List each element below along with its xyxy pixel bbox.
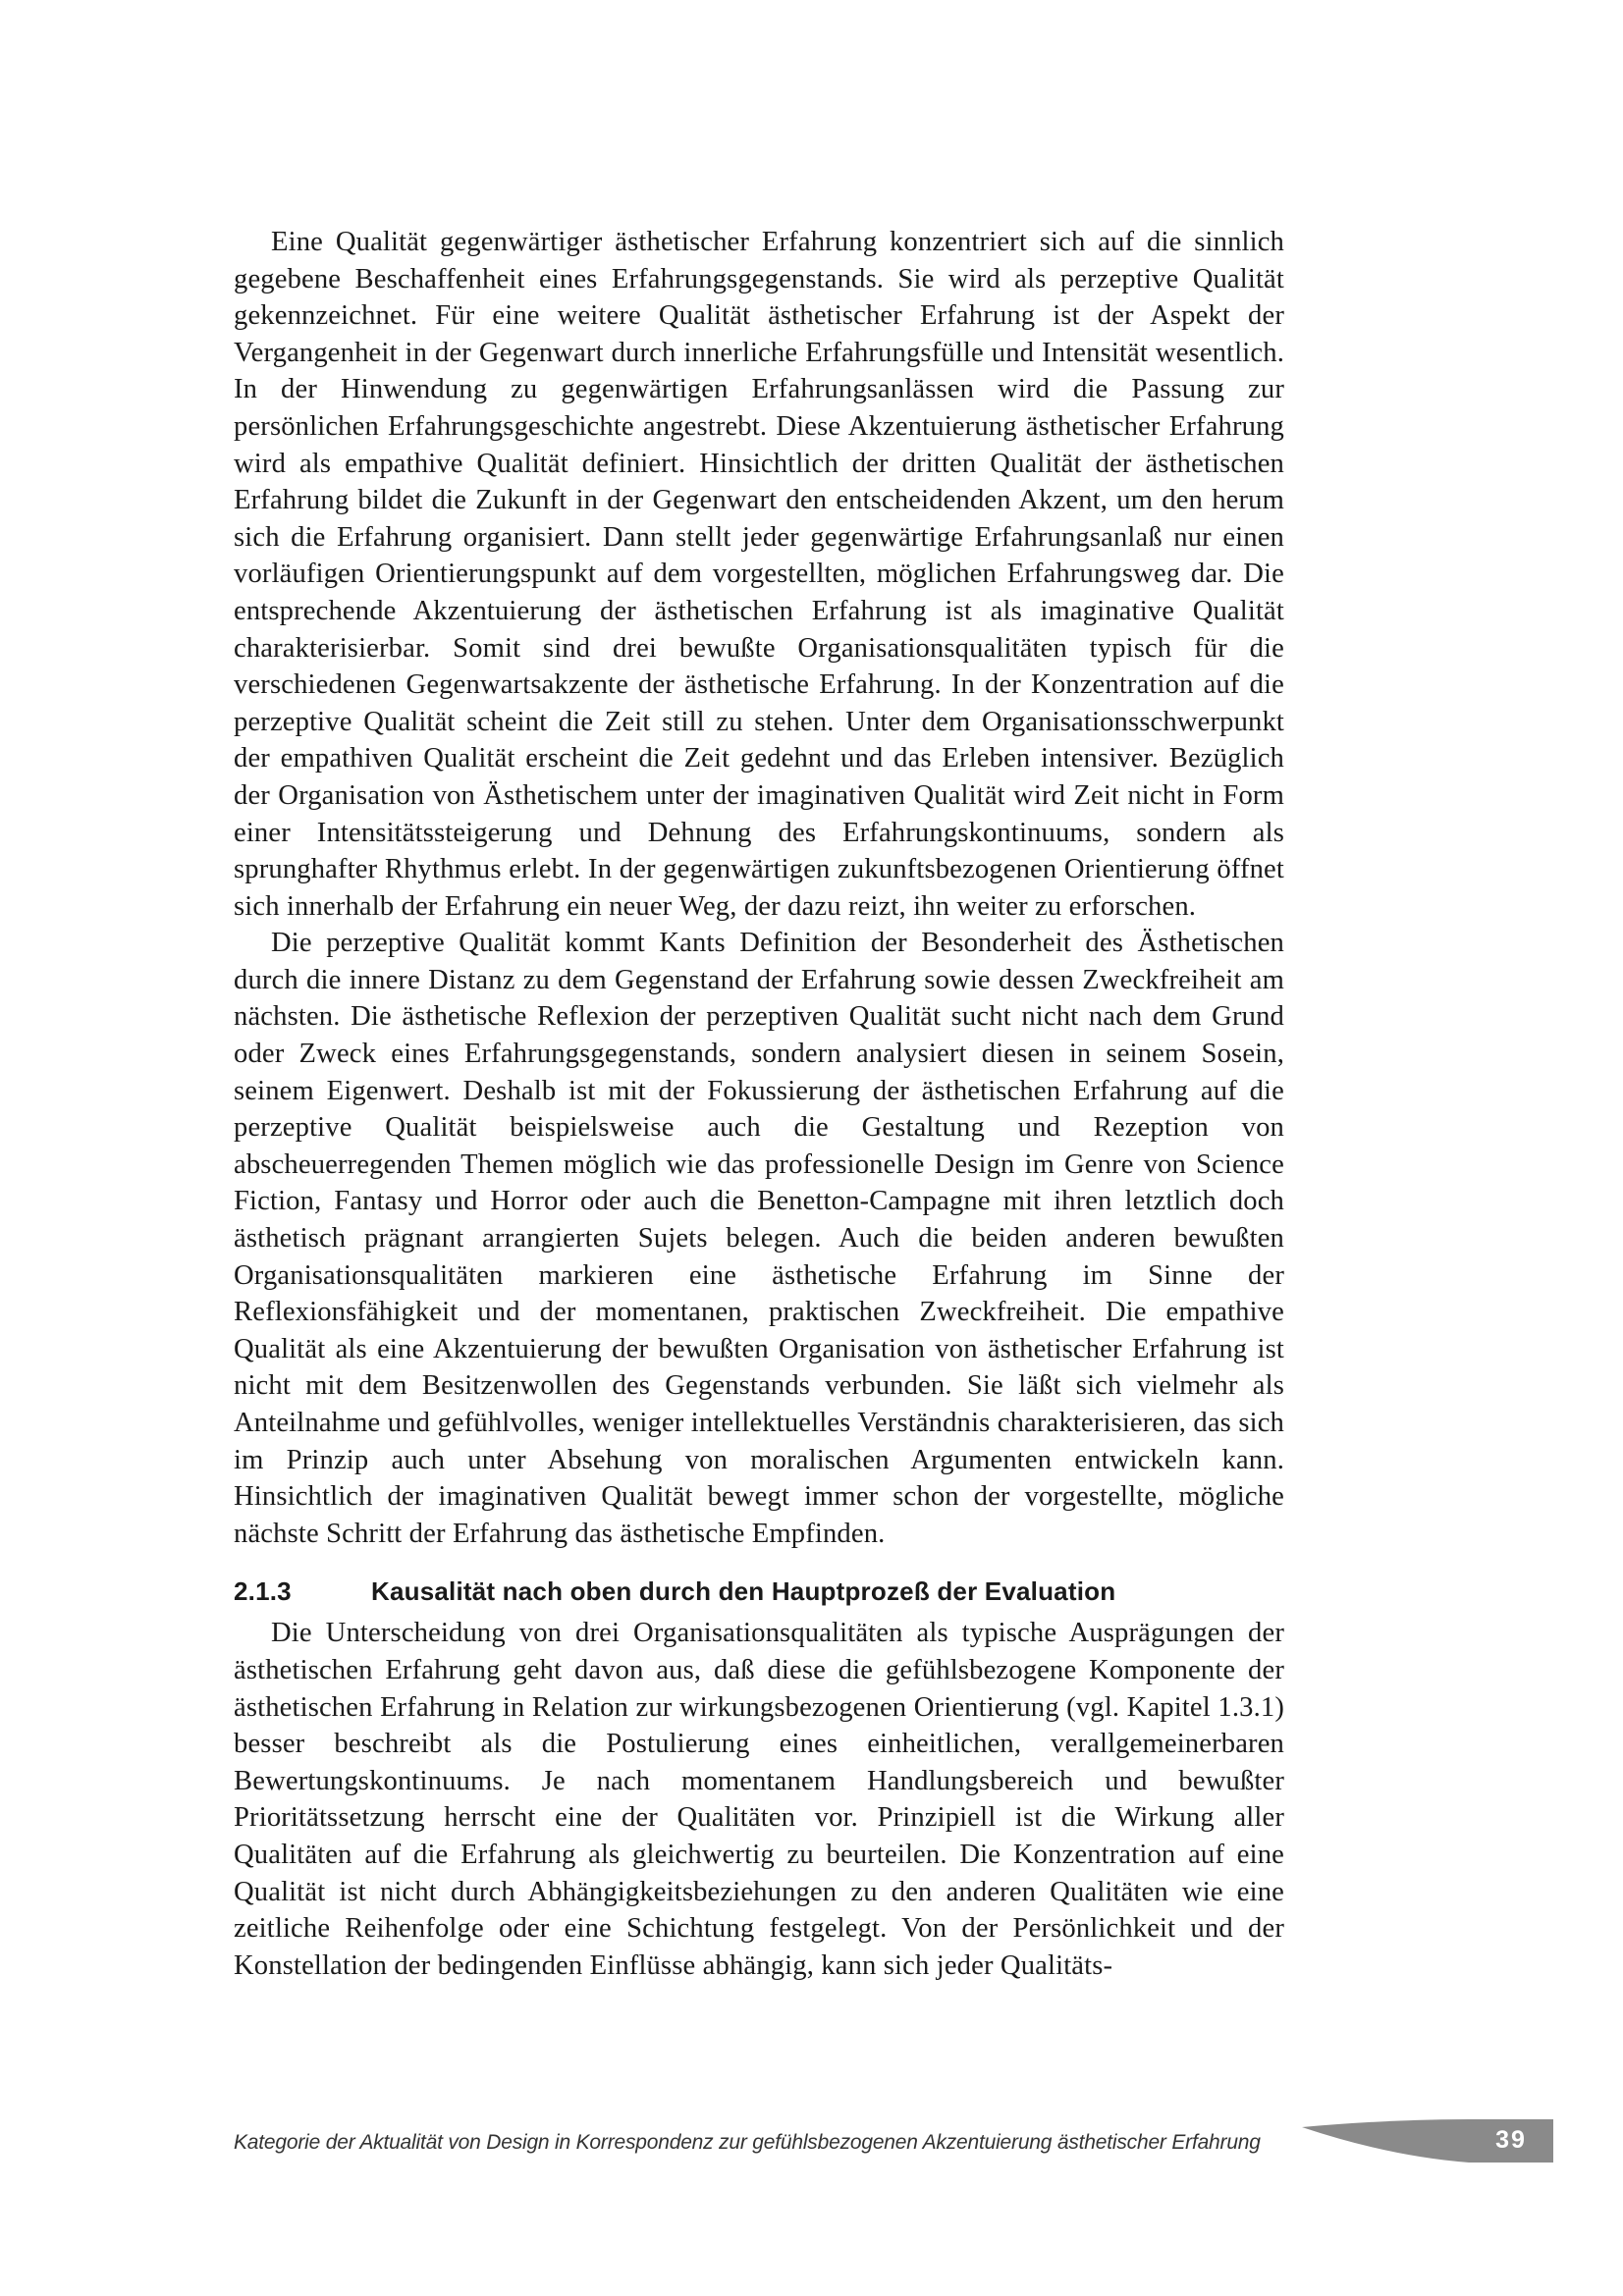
section-heading — [234, 1572, 1284, 1611]
section-number: 2.1.3 — [234, 1576, 292, 1607]
paragraph-organisation-qualities: Die Unterscheidung von drei Organisationsqualitäten als typische Ausprägungen der ästhetischen Erfahrung geht davon aus, daß diese die gefühlsbezogene Komponente der ästhetischen Erfahrung in Relation zur wirkungsbezogenen Orientierung (vgl. Kapitel 1.3.1) besser beschreibt als die Postulierung eines einheitlichen, verallgemeinerbaren Bewertungskontinuums. Je nach momentanem Handlungsbereich und bewußter Prioritätssetzung herrscht eine der Qualitäten vor. Prinzipiell ist die Wirkung aller Qualitäten auf die Erfahrung als gleichwertig zu beurteilen. Die Konzentration auf eine Qualität ist nicht durch Abhängigkeitsbeziehungen zu den anderen Qualitäten wie eine zeitliche Reihenfolge oder eine Schichtung festgelegt. Von der Persönlichkeit und der Konstellation der bedingenden Einflüsse abhängig, kann sich jeder Qualitäts- — [234, 1618, 1284, 1981]
section-title: Kausalität nach oben durch den Hauptprozeß der Evaluation — [371, 1576, 1116, 1607]
paragraph-kant-perceptive-quality: Die perzeptive Qualität kommt Kants Definition der Besonderheit des Ästhetischen durch die innere Distanz zu dem Gegenstand der Erfahrung sowie dessen Zweckfreiheit am nächsten. Die ästhetische Reflexion der perzeptiven Qualität sucht nicht nach dem Grund oder Zweck eines Erfahrungsgegenstands, sondern analysiert diesen in seinem Sosein, seinem Eigenwert. Deshalb ist mit der Fokussierung der ästhetischen Erfahrung auf die perzeptive Qualität beispielsweise auch die Gestaltung und Rezeption von abscheuerregenden Themen möglich wie das professionelle Design im Genre von Science Fiction, Fantasy und Horror oder auch die Benetton-Campagne mit ihren letztlich doch ästhetisch prägnant arrangierten Sujets belegen. Auch die beiden anderen bewußten Organisationsqualitäten markieren eine ästhetische Erfahrung im Sinne der Reflexionsfähigkeit und der momentanen, praktischen Zweckfreiheit. Die empathive Qualität als eine Akzentuierung der bewußten Organisation von ästhetischer Erfahrung ist nicht mit dem Besitzenwollen des Gegenstands verbunden. Sie läßt sich vielmehr als Anteilnahme und gefühlvolles, weniger intellektuelles Verständnis charakterisieren, das sich im Prinzip auch unter Absehung von moralischen Argumenten entwickeln kann. Hinsichtlich der imaginativen Qualität bewegt immer schon der vorgestellte, mögliche nächste Schritt der Erfahrung das ästhetische Empfinden. — [234, 928, 1284, 1549]
page-body — [234, 224, 1284, 1984]
page-number: 39 — [1495, 2126, 1527, 2154]
running-footer-title: Kategorie der Aktualität von Design in Korrespondenz zur gefühlsbezogenen Akzentuierung ästhetischer Erfahrung — [234, 2131, 1261, 2154]
paragraph-perceptive-empathic-imaginative-qualities: Eine Qualität gegenwärtiger ästhetischer Erfahrung konzentriert sich auf die sinnlich gegebene Beschaffenheit eines Erfahrungsgegenstands. Sie wird als perzeptive Qualität gekennzeichnet. Für eine weitere Qualität ästhetischer Erfahrung ist der Aspekt der Vergangenheit in der Gegenwart durch innerliche Erfahrungsfülle und Intensität wesentlich. In der Hinwendung zu gegenwärtigen Erfahrungsanlässen wird die Passung zur persönlichen Erfahrungsgeschichte angestrebt. Diese Akzentuierung ästhetischer Erfahrung wird als empathive Qualität definiert. Hinsichtlich der dritten Qualität der ästhetischen Erfahrung bildet die Zukunft in der Gegenwart den entscheidenden Akzent, um den herum sich die Erfahrung organisiert. Dann stellt jeder gegenwärtige Erfahrungsanlaß nur einen vorläufigen Orientierungspunkt auf dem vorgestellten, möglichen Erfahrungsweg dar. Die entsprechende Akzentuierung der ästhetischen Erfahrung ist als imaginative Qualität charakterisierbar. Somit sind drei bewußte Organisationsqualitäten typisch für die verschiedenen Gegenwartsakzente der ästhetische Erfahrung. In der Konzentration auf die perzeptive Qualität scheint die Zeit still zu stehen. Unter dem Organisationsschwerpunkt der empathiven Qualität erscheint die Zeit gedehnt und das Erleben intensiver. Bezüglich der Organisation von Ästhetischem unter der imaginativen Qualität wird Zeit nicht in Form einer Intensitätssteigerung und Dehnung des Erfahrungskontinuums, sondern als sprunghafter Rhythmus erlebt. In der gegenwärtigen zukunftsbezogenen Orientierung öffnet sich innerhalb der Erfahrung ein neuer Weg, der dazu reizt, ihn weiter zu erforschen. — [234, 227, 1284, 922]
